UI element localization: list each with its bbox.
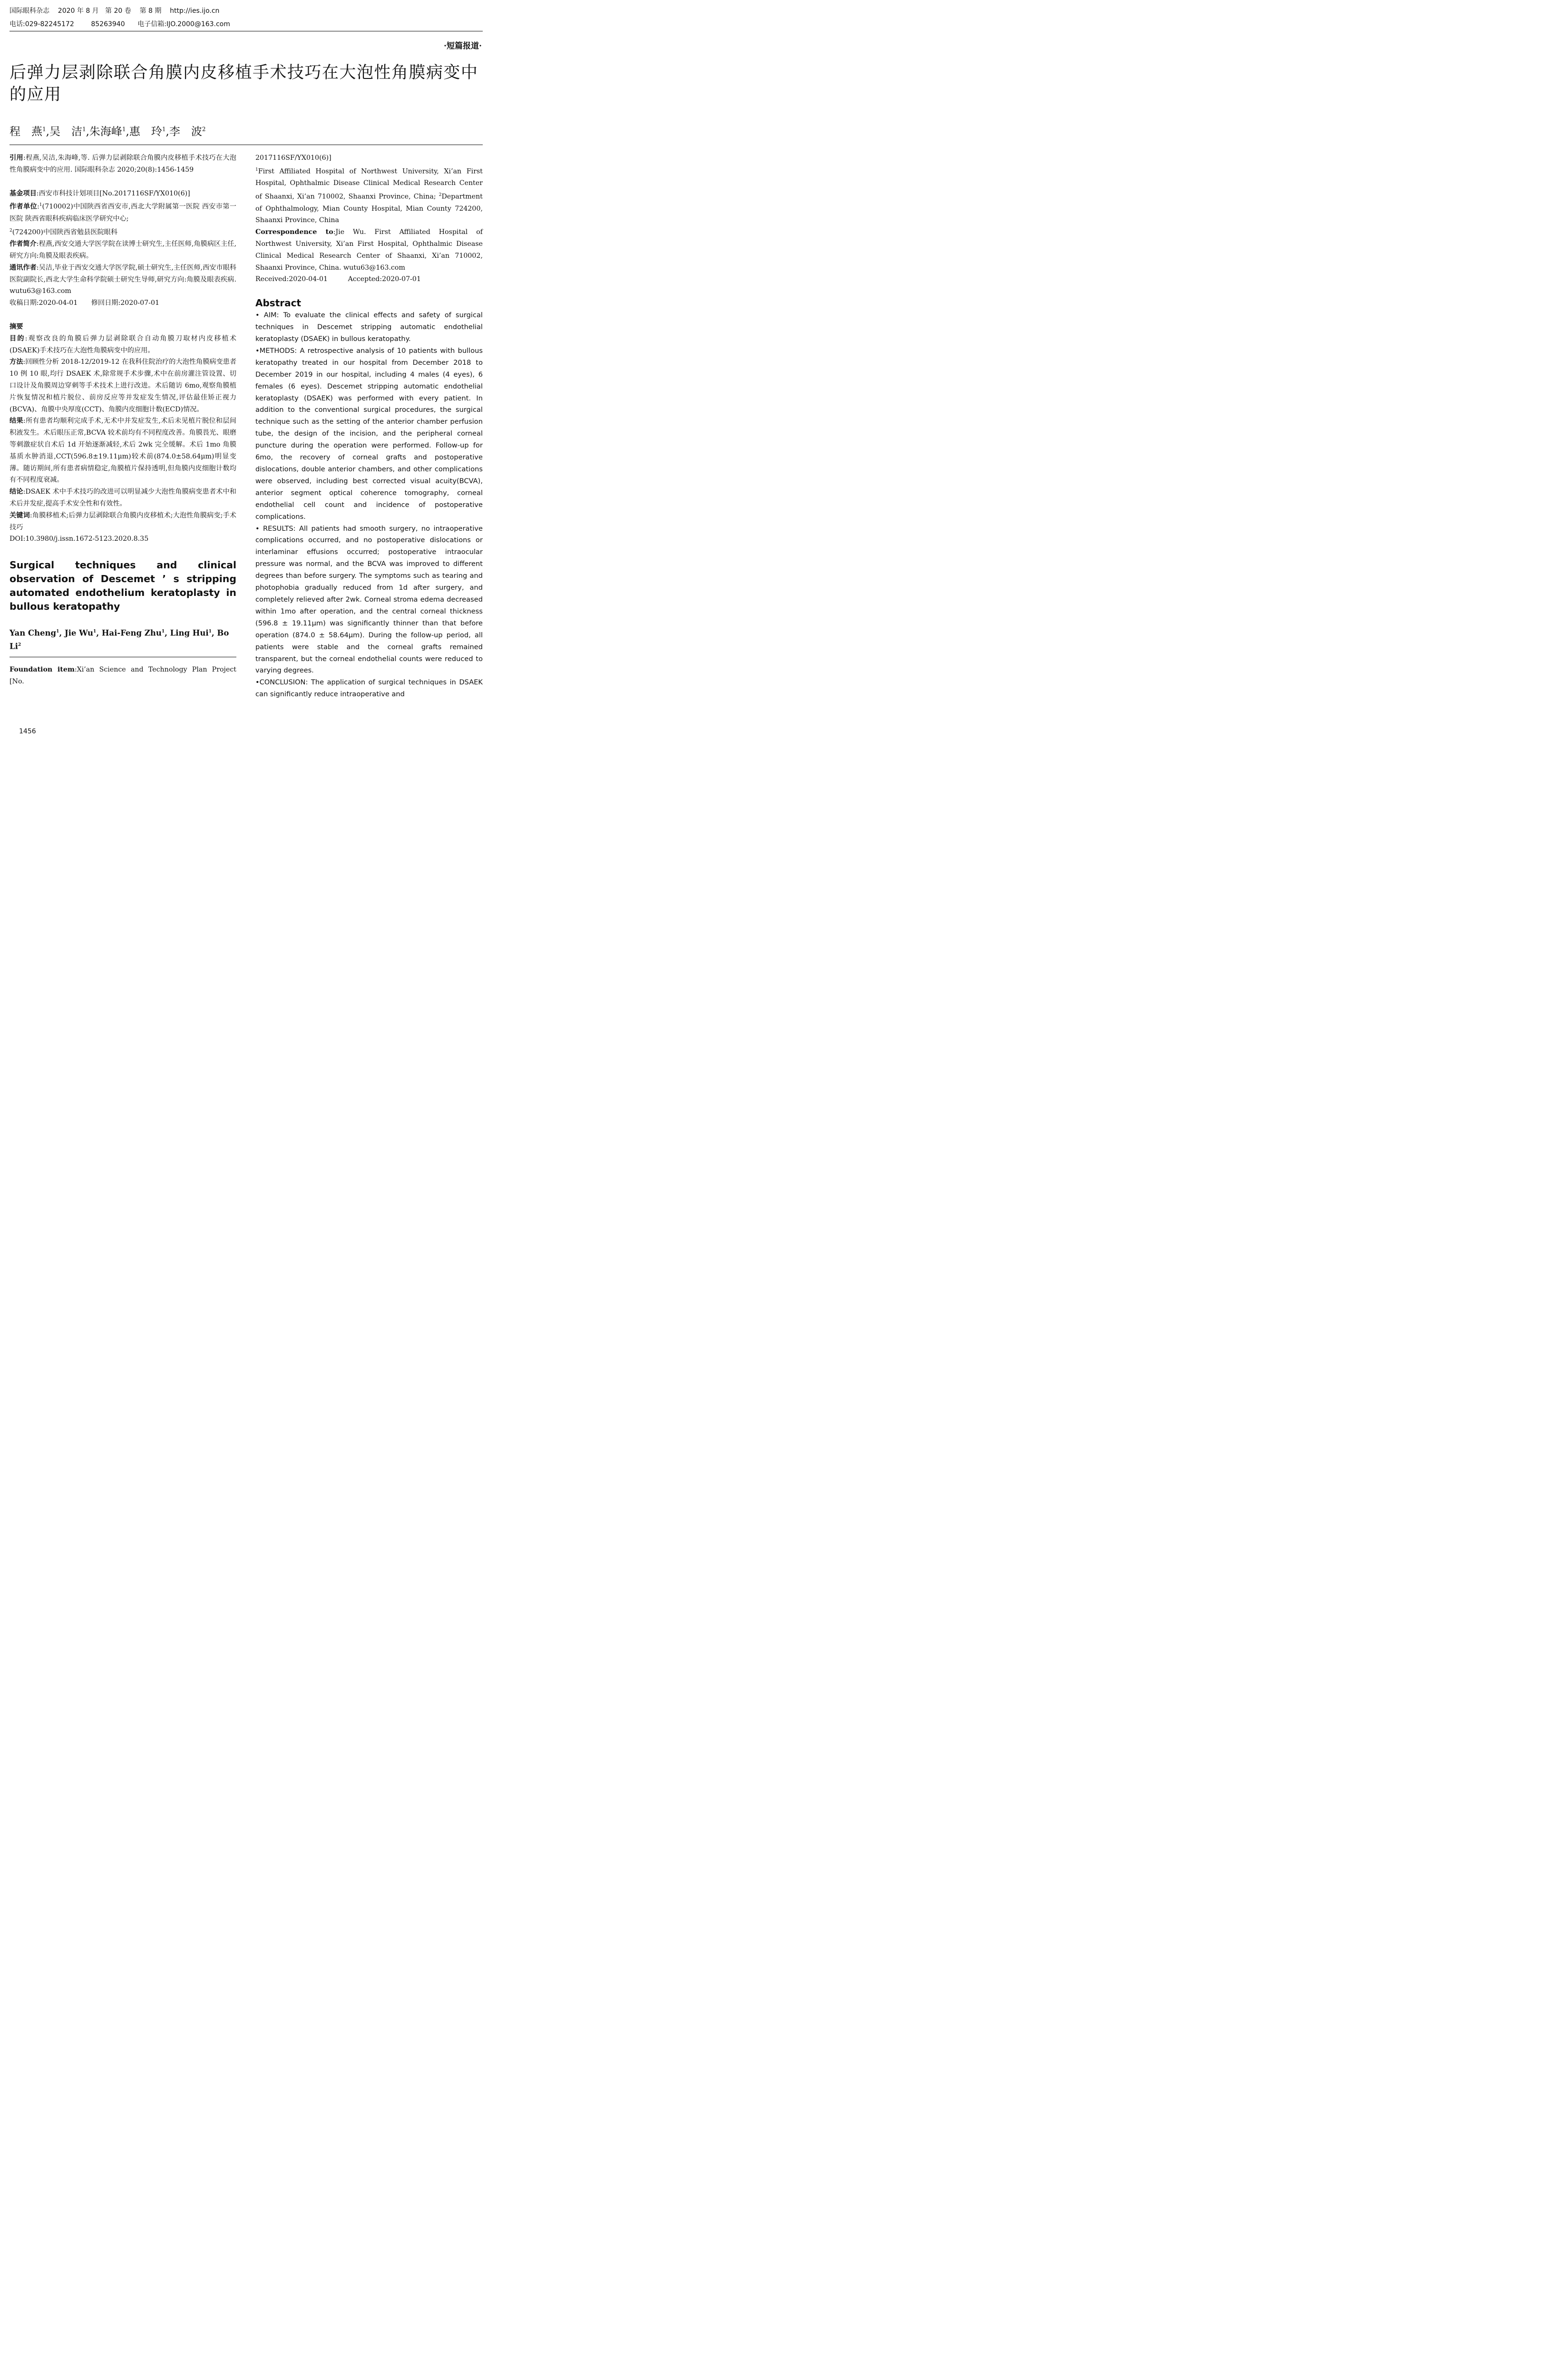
authors-en: Yan Cheng$^1$, Jie Wu$^1$, Hai-Feng Zhu$^1$, Ling Hui$^1$, Bo Li$^2$ [10,628,229,651]
foundation-continued: 2017116SF/YX010(6)] [255,154,331,162]
abstract-method [10,356,236,415]
correspondence-text: :Jie Wu. First Affiliated Hospital of Northwest University, Xi’an First Hospital, Ophthalmic Disease Clinical Medical Research Center of Shaanxi, Xi’an 710002, Shaanxi Province, China. wutu63@163.com [255,228,483,272]
author-affiliation-mark: 1 [208,629,212,634]
author-name-en: Hai-Feng Zhu [101,628,162,638]
affiliations-en [255,164,483,226]
abstract-result [10,415,236,486]
fund-label: 基金项目 [10,189,37,197]
abstract-conclusion-en [255,677,483,701]
method-label: 方法 [10,358,23,366]
citation-text: :程燕,吴洁,朱海峰,等. 后弹力层剥除联合角膜内皮移植手术技巧在大泡性角膜病变中的应用. 国际眼科杂志 2020;20(8):1456-1459 [10,154,236,174]
doi: DOI:10.3980/j.issn.1672-5123.2020.8.35 [10,535,149,543]
author-name: 吴 洁 [49,126,82,138]
results-label-en: • RESULTS [255,524,293,533]
affiliation-mark: 2 [438,193,442,198]
foundation-divider [10,652,236,657]
author-units: 作者单位:$^1$(710002)中国陕西省西安市,西北大学附属第一医院 西安市第一医院 陕西省眼科疾病临床医学研究中心; $^2$(724200)中国陕西省勉县医院眼科 [10,203,236,236]
result-label: 结果 [10,417,23,425]
abstract-aim-en [255,310,483,345]
correspondence-label: Correspondence to [255,228,333,236]
methods-label-en: •METHODS [255,346,295,355]
author-name: 程 燕 [10,126,42,138]
corresponding-author [10,262,236,297]
left-column [10,152,236,688]
author-affiliation-mark: 1 [122,126,126,133]
unit-2: (724200)中国陕西省勉县医院眼科 [12,228,118,236]
abstract-heading-text: 摘要 [10,323,23,331]
author-name: 惠 玲 [129,126,162,138]
author-name-en: Jie Wu [64,628,94,638]
author-affiliation-mark: 1 [42,126,46,133]
keywords [10,510,236,534]
abstract-heading-en: Abstract [255,297,302,309]
article-title: 后弹力层剥除联合角膜内皮移植手术技巧在大泡性角膜病变中的应用 [10,63,478,104]
fund-text: :西安市科技计划项目[No.2017116SF/YX010(6)] [36,189,190,197]
correspondence-en [255,226,483,273]
conclusion-label: 结论 [10,488,23,496]
aim-text: :观察改良的角膜后弹力层剥除联合自动角膜刀取材内皮移植术(DSAEK)手术技巧在大泡性角膜病变中的应用。 [10,334,236,354]
author-affiliation-mark: 1 [56,629,59,634]
affiliation-mark: 1 [255,167,258,172]
english-title: Surgical techniques and clinical observation of Descemet ’ s stripping automated endothelium keratoplasty in bullous keratopathy [10,559,236,613]
keywords-text: :角膜移植术;后弹力层剥除联合角膜内皮移植术;大泡性角膜病变;手术技巧 [10,511,236,531]
citation [10,152,236,176]
aim-label-en: • AIM [255,311,277,320]
keywords-label: 关键词 [10,511,30,519]
author-name-en: Ling Hui [170,628,209,638]
conclusion-text-en: : The application of surgical techniques in DSAEK can significantly reduce intraoperative and [255,678,483,699]
abstract-results-en [255,523,483,677]
affiliation-2: Department of Ophthalmology, Mian County Hospital, Mian County 724200, Shaanxi Province, China [255,193,483,224]
abstract-heading [10,321,236,333]
foundation-text: :Xi’an Science and Technology Plan Project [No. [10,666,236,685]
author-affiliation-mark: 2 [202,126,206,133]
abstract-methods-en [255,345,483,523]
corr-label: 通讯作者 [10,263,37,272]
author-bio [10,238,236,262]
journal-header-line1: 国际眼科杂志 2020 年 8 月 第 20 卷 第 8 期 http://ies.ijo.cn [10,7,220,15]
foundation-label: Foundation item [10,666,75,674]
section-tag: ·短篇报道· [444,41,482,51]
abstract-aim [10,333,236,357]
citation-label: 引用 [10,154,23,162]
aim-label: 目的 [10,334,25,342]
results-text-en: : All patients had smooth surgery, no intraoperative complications occurred, and no postoperative dislocations or interlaminar effusions occurred; postoperative intraocular pressure was normal, and the BCVA was improved to different degrees than before surgery. The symptoms such as tearing and photophobia gradually reduced from 1d after surgery, and completely relieved after 2wk. Corneal stroma edema decreased within 1mo after operation, and the central corneal thickness (596.8 ± 19.11μm) was significantly thinner than that before operation (874.0 ± 58.64μm). During the follow-up period, all patients were stable and the corneal grafts remained transparent, but the corneal endothelial counts were reduced to varying degrees. [255,524,483,675]
author-affiliation-mark: 2 [18,642,21,647]
author-affiliation-mark: 1 [161,629,165,634]
fund-item [10,188,236,200]
author-affiliation-mark: 1 [162,126,166,133]
unit-1: (710002)中国陕西省西安市,西北大学附属第一医院 西安市第一医院 陕西省眼科疾病临床医学研究中心; [10,203,236,223]
unit-mark: 1 [39,203,42,208]
affiliation-1: First Affiliated Hospital of Northwest University, Xi’an First Hospital, Ophthalmic Disease Clinical Medical Research Center of Shaanxi, Xi’an 710002, Shaanxi Province, China; [255,167,483,201]
unit-mark: 2 [10,228,12,233]
authors-cn: 程 燕$^1$,吴 洁$^1$,朱海峰$^1$,惠 玲$^1$,李 波$^2$ [10,126,206,138]
author-name: 李 波 [169,126,202,138]
bio-text: :程燕,西安交通大学医学院在读博士研究生,主任医师,角膜病区主任,研究方向:角膜及眼表疾病。 [10,240,236,260]
author-name-en: Yan Cheng [10,628,57,638]
author-affiliation-mark: 1 [93,629,97,634]
abstract-conclusion [10,486,236,510]
result-text: :所有患者均顺利完成手术,无术中并发症发生,术后未见植片脱位和层间积液发生。术后眼压正常,BCVA 较术前均有不同程度改善。角膜畏光、眼磨等刺激症状自术后 1d 开始逐渐减轻,术后 2wk 完全缓解。术后 1mo 角膜基质水肿消退,CCT(596.8±19.11μm)较术前(874.0±58.64μm)明显变薄。随访期间,所有患者病情稳定,角膜植片保持透明,但角膜内皮细胞计数均有不同程度衰减。 [10,417,236,484]
received-dates: 收稿日期:2020-04-01 修回日期:2020-07-01 [10,299,160,307]
author-name-en: Bo Li [10,628,229,651]
corr-text: :吴洁,毕业于西安交通大学医学院,硕士研究生,主任医师,西安市眼科医院副院长,西北大学生命科学院硕士研究生导师,研究方向:角膜及眼表疾病. wutu63@163.com [10,263,236,295]
page-number: 1456 [19,728,36,735]
journal-header-line2: 电话:029-82245172 85263940 电子信箱:IJO.2000@163.com [10,20,230,28]
received-accepted: Received:2020-04-01 Accepted:2020-07-01 [255,275,421,283]
methods-text-en: : A retrospective analysis of 10 patients with bullous keratopathy treated in our hospital from December 2018 to December 2019 in our hospital, including 4 males (4 eyes), 6 females (6 eyes). Descemet stripping automatic endothelial keratoplasty (DSAEK) was performed with every patient. In addition to the conventional surgical procedures, the surgical technique such as the setting of the anterior chamber perfusion tube, the design of the incision, and the peripheral corneal puncture during the operation were performed. Follow-up for 6mo, the recovery of corneal grafts and postoperative dislocations, double anterior chambers, and other complications were observed, including best corrected visual acuity(BCVA), anterior segment optical coherence tomography, corneal endothelial cell count and incidence of postoperative complications. [255,346,483,521]
right-column [255,152,483,701]
author-name: 朱海峰 [89,126,122,138]
conclusion-text: :DSAEK 术中手术技巧的改进可以明显减少大泡性角膜病变患者术中和术后并发症,提高手术安全性和有效性。 [10,488,236,507]
aim-text-en: : To evaluate the clinical effects and safety of surgical techniques in Descemet stripping automatic endothelial keratoplasty (DSAEK) in bullous keratopathy. [255,311,483,343]
conclusion-label-en: •CONCLUSION [255,678,306,687]
units-label: 作者单位 [10,203,38,211]
foundation-item [10,664,236,688]
bio-label: 作者简介 [10,240,37,248]
method-text: :回顾性分析 2018-12/2019-12 在我科住院治疗的大泡性角膜病变患者 10 例 10 眼,均行 DSAEK 术,除常规手术步骤,术中在前房灌注管设置、切口设计及角膜周边穿刺等手术技术上进行改进。术后随访 6mo,观察角膜植片恢复情况和植片脱位、前房反应等并发症发生情况,评估最佳矫正视力(BCVA)、角膜中央厚度(CCT)、角膜内皮细胞计数(ECD)情况。 [10,358,237,413]
author-affiliation-mark: 1 [82,126,86,133]
